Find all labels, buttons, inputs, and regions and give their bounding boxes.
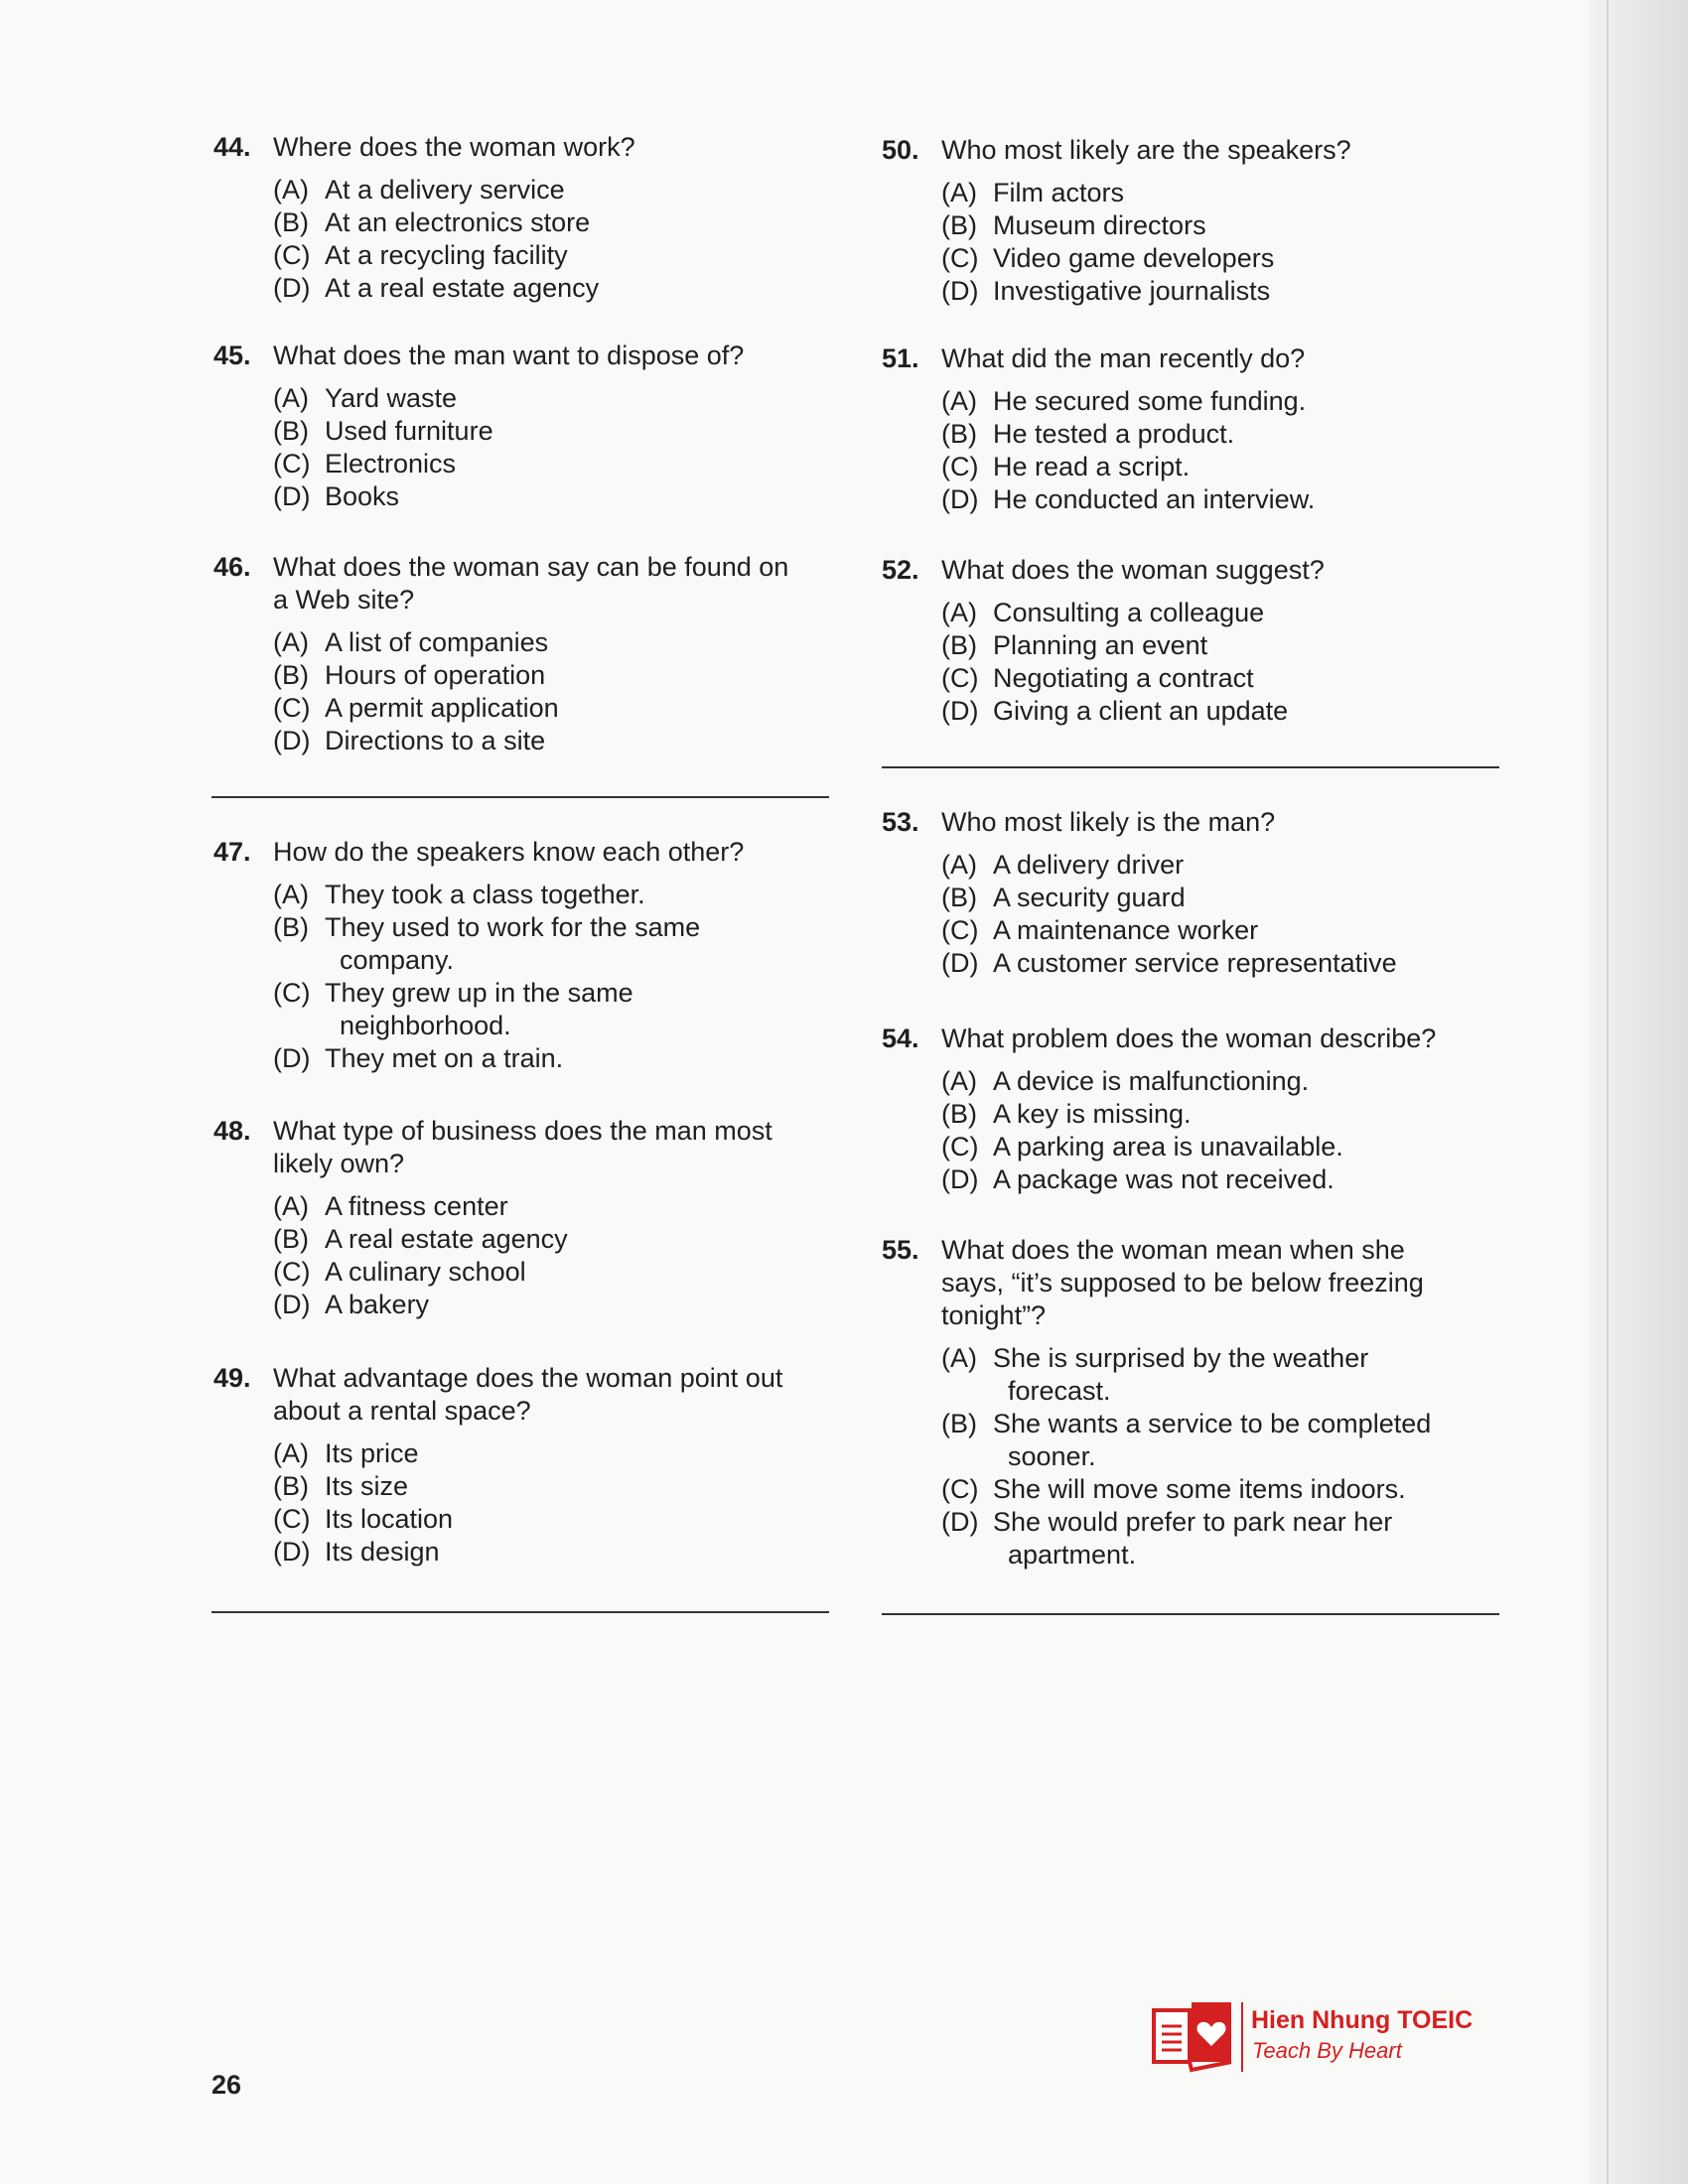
brand-logo — [1150, 1998, 1507, 2078]
question-47 — [213, 836, 849, 1075]
question-stem — [213, 1115, 849, 1180]
question-number: 48. — [213, 1116, 251, 1146]
answer-options — [882, 177, 1517, 308]
option-letter: (C) — [273, 240, 311, 270]
answer-option — [882, 629, 1517, 662]
answer-option — [213, 1223, 849, 1256]
answer-option — [213, 1289, 849, 1321]
option-letter: (C) — [941, 1132, 979, 1161]
option-text: He secured some funding. — [993, 386, 1307, 416]
option-text: company. — [340, 945, 455, 975]
option-text: A delivery driver — [993, 850, 1185, 880]
option-text: Its price — [325, 1438, 419, 1468]
answer-option — [882, 451, 1517, 483]
option-letter: (D) — [941, 1164, 979, 1194]
question-number: 52. — [882, 555, 919, 585]
option-text: Electronics — [325, 449, 457, 478]
answer-option — [213, 1437, 849, 1470]
option-text: She will move some items indoors. — [993, 1474, 1406, 1504]
option-text: Its location — [325, 1504, 454, 1534]
option-text: A permit application — [325, 693, 559, 723]
option-text: A device is malfunctioning. — [993, 1066, 1310, 1096]
question-50 — [882, 134, 1517, 308]
answer-option — [213, 725, 849, 757]
answer-option — [213, 415, 849, 448]
question-stem — [882, 806, 1517, 839]
answer-options — [213, 382, 849, 513]
answer-option — [882, 1408, 1517, 1473]
logo-name: Hien Nhung TOEIC — [1251, 2006, 1474, 2034]
option-letter: (D) — [941, 696, 979, 726]
option-text: Museum directors — [993, 210, 1206, 240]
question-text-line: What type of business does the man most — [273, 1116, 773, 1146]
option-text: Investigative journalists — [993, 276, 1271, 306]
question-55 — [882, 1234, 1517, 1571]
divider-rule — [882, 766, 1499, 768]
option-text: A maintenance worker — [993, 915, 1259, 945]
answer-option — [213, 911, 849, 977]
option-letter: (B) — [273, 207, 309, 237]
option-letter: (C) — [941, 663, 979, 693]
option-letter: (B) — [941, 419, 977, 449]
option-text: A package was not received. — [993, 1164, 1335, 1194]
divider-rule — [211, 1611, 829, 1613]
question-number: 50. — [882, 135, 919, 165]
option-text: At an electronics store — [325, 207, 591, 237]
question-stem — [882, 134, 1517, 167]
option-text: She wants a service to be completed — [993, 1409, 1432, 1438]
question-number: 45. — [213, 341, 251, 370]
option-letter: (D) — [273, 1043, 311, 1073]
option-text: He read a script. — [993, 452, 1191, 481]
answer-option — [882, 1131, 1517, 1163]
option-letter: (D) — [941, 484, 979, 514]
option-letter: (B) — [273, 912, 309, 942]
answer-option — [882, 849, 1517, 882]
option-text: At a delivery service — [325, 175, 565, 205]
option-letter: (D) — [941, 276, 979, 306]
option-text: At a real estate agency — [325, 273, 600, 303]
question-text-line: What did the man recently do? — [941, 343, 1306, 373]
option-letter: (C) — [273, 978, 311, 1008]
option-letter: (C) — [273, 693, 311, 723]
option-letter: (D) — [273, 481, 311, 511]
answer-option — [213, 1190, 849, 1223]
question-text-line: What does the woman say can be found on — [273, 552, 789, 582]
answer-option — [213, 692, 849, 725]
question-54 — [882, 1023, 1517, 1196]
question-number: 53. — [882, 807, 919, 837]
answer-option — [882, 209, 1517, 242]
option-text: A parking area is unavailable. — [993, 1132, 1343, 1161]
answer-option — [882, 1473, 1517, 1506]
answer-option — [213, 1503, 849, 1536]
option-letter: (A) — [273, 1191, 309, 1221]
question-stem — [213, 1362, 849, 1428]
option-text: She would prefer to park near her — [993, 1507, 1393, 1537]
answer-option — [213, 1256, 849, 1289]
question-stem — [882, 1234, 1517, 1332]
answer-options — [213, 1437, 849, 1569]
option-letter: (D) — [941, 948, 979, 978]
question-stem — [882, 342, 1517, 375]
option-text: A fitness center — [325, 1191, 508, 1221]
question-text-line: Who most likely is the man? — [941, 807, 1276, 837]
option-text: Its design — [325, 1537, 440, 1567]
answer-option — [213, 174, 849, 206]
answer-option — [882, 483, 1517, 516]
option-text: They met on a train. — [325, 1043, 564, 1073]
option-letter: (B) — [273, 660, 309, 690]
question-text-line: Where does the woman work? — [273, 132, 635, 162]
option-text: A list of companies — [325, 627, 549, 657]
answer-options — [213, 1190, 849, 1321]
answer-options — [213, 174, 849, 305]
answer-option — [882, 1163, 1517, 1196]
option-text: A culinary school — [325, 1257, 526, 1287]
answer-option — [882, 597, 1517, 629]
option-letter: (C) — [941, 452, 979, 481]
option-text: He tested a product. — [993, 419, 1235, 449]
option-letter: (B) — [941, 883, 977, 912]
option-text: A customer service representative — [993, 948, 1397, 978]
question-number: 49. — [213, 1363, 251, 1393]
option-text: A real estate agency — [325, 1224, 568, 1254]
question-number: 44. — [213, 132, 251, 162]
question-number: 51. — [882, 343, 919, 373]
option-text: They took a class together. — [325, 880, 645, 909]
answer-option — [882, 914, 1517, 947]
question-46 — [213, 551, 849, 757]
answer-option — [882, 177, 1517, 209]
option-letter: (A) — [273, 880, 309, 909]
option-letter: (D) — [273, 1537, 311, 1567]
question-48 — [213, 1115, 849, 1321]
option-text: She is surprised by the weather — [993, 1343, 1369, 1373]
answer-options — [213, 879, 849, 1075]
answer-option — [882, 418, 1517, 451]
option-text: Its size — [325, 1471, 409, 1501]
option-letter: (A) — [273, 175, 309, 205]
question-text-line: What does the man want to dispose of? — [273, 341, 745, 370]
answer-option — [882, 695, 1517, 728]
question-49 — [213, 1362, 849, 1569]
divider-rule — [211, 796, 829, 798]
option-text: Books — [325, 481, 400, 511]
answer-options — [882, 1065, 1517, 1196]
answer-option — [882, 1065, 1517, 1098]
option-letter: (D) — [273, 1290, 311, 1319]
option-text: sooner. — [1008, 1441, 1096, 1471]
question-53 — [882, 806, 1517, 980]
question-stem — [882, 1023, 1517, 1055]
option-letter: (D) — [273, 273, 311, 303]
answer-options — [882, 849, 1517, 980]
option-text: Yard waste — [325, 383, 458, 413]
option-text: Video game developers — [993, 243, 1275, 273]
option-letter: (A) — [941, 386, 977, 416]
option-text: neighborhood. — [340, 1011, 511, 1040]
question-text-line: likely own? — [273, 1149, 405, 1178]
option-text: forecast. — [1008, 1376, 1111, 1406]
answer-options — [213, 626, 849, 757]
answer-options — [882, 597, 1517, 728]
book-heart-icon — [1150, 1998, 1235, 2074]
answer-option — [213, 239, 849, 272]
option-letter: (C) — [941, 915, 979, 945]
option-letter: (B) — [941, 1409, 977, 1438]
option-letter: (A) — [941, 598, 977, 627]
question-number: 46. — [213, 552, 251, 582]
question-number: 47. — [213, 837, 251, 867]
question-text-line: a Web site? — [273, 585, 415, 614]
question-stem — [213, 836, 849, 869]
option-text: They used to work for the same — [325, 912, 701, 942]
option-text: Consulting a colleague — [993, 598, 1265, 627]
option-text: Giving a client an update — [993, 696, 1289, 726]
option-letter: (D) — [273, 726, 311, 755]
question-number: 54. — [882, 1024, 919, 1053]
answer-option — [882, 385, 1517, 418]
option-letter: (B) — [273, 1224, 309, 1254]
question-text-line: What does the woman mean when she — [941, 1235, 1405, 1265]
option-text: A key is missing. — [993, 1099, 1192, 1129]
question-stem — [213, 340, 849, 372]
question-text-line: tonight”? — [941, 1300, 1047, 1330]
option-letter: (B) — [941, 630, 977, 660]
answer-option — [882, 882, 1517, 914]
option-letter: (B) — [941, 1099, 977, 1129]
option-letter: (C) — [273, 1257, 311, 1287]
answer-option — [213, 206, 849, 239]
answer-option — [882, 662, 1517, 695]
answer-option — [213, 382, 849, 415]
option-letter: (B) — [273, 416, 309, 446]
option-letter: (C) — [941, 243, 979, 273]
answer-option — [882, 1506, 1517, 1571]
answer-option — [882, 275, 1517, 308]
option-text: apartment. — [1008, 1540, 1137, 1570]
answer-option — [213, 879, 849, 911]
question-45 — [213, 340, 849, 513]
option-letter: (C) — [273, 1504, 311, 1534]
question-text-line: says, “it’s supposed to be below freezing — [941, 1268, 1424, 1297]
option-text: A security guard — [993, 883, 1186, 912]
answer-option — [882, 947, 1517, 980]
answer-option — [213, 1536, 849, 1569]
answer-option — [213, 626, 849, 659]
answer-option — [213, 1470, 849, 1503]
option-text: Film actors — [993, 178, 1125, 207]
question-text-line: What problem does the woman describe? — [941, 1024, 1437, 1053]
question-stem — [882, 554, 1517, 587]
option-letter: (D) — [941, 1507, 979, 1537]
option-text: They grew up in the same — [325, 978, 633, 1008]
answer-options — [882, 385, 1517, 516]
option-text: At a recycling facility — [325, 240, 568, 270]
question-text-line: How do the speakers know each other? — [273, 837, 745, 867]
option-letter: (A) — [941, 850, 977, 880]
option-text: He conducted an interview. — [993, 484, 1316, 514]
option-letter: (A) — [941, 178, 977, 207]
logo-tagline: Teach By Heart — [1252, 2038, 1402, 2063]
option-letter: (C) — [941, 1474, 979, 1504]
option-text: Planning an event — [993, 630, 1208, 660]
option-text: Hours of operation — [325, 660, 546, 690]
question-stem — [213, 131, 849, 164]
answer-option — [882, 242, 1517, 275]
answer-option — [882, 1098, 1517, 1131]
divider-rule — [882, 1613, 1499, 1615]
question-stem — [213, 551, 849, 616]
option-letter: (A) — [941, 1066, 977, 1096]
answer-option — [213, 272, 849, 305]
answer-option — [213, 448, 849, 480]
question-text-line: What advantage does the woman point out — [273, 1363, 783, 1393]
answer-option — [213, 977, 849, 1042]
answer-options — [882, 1342, 1517, 1571]
question-text-line: about a rental space? — [273, 1396, 531, 1426]
scan-edge — [1589, 0, 1688, 2184]
option-text: Used furniture — [325, 416, 493, 446]
option-letter: (A) — [941, 1343, 977, 1373]
question-44 — [213, 131, 849, 305]
option-letter: (B) — [941, 210, 977, 240]
option-text: Directions to a site — [325, 726, 546, 755]
question-number: 55. — [882, 1235, 919, 1265]
answer-option — [882, 1342, 1517, 1408]
option-text: Negotiating a contract — [993, 663, 1254, 693]
question-51 — [882, 342, 1517, 516]
answer-option — [213, 480, 849, 513]
answer-option — [213, 659, 849, 692]
logo-divider — [1241, 2002, 1243, 2072]
option-text: A bakery — [325, 1290, 430, 1319]
question-52 — [882, 554, 1517, 728]
question-text-line: What does the woman suggest? — [941, 555, 1325, 585]
option-letter: (C) — [273, 449, 311, 478]
option-letter: (B) — [273, 1471, 309, 1501]
answer-option — [213, 1042, 849, 1075]
option-letter: (A) — [273, 383, 309, 413]
page-number: 26 — [211, 2070, 242, 2100]
option-letter: (A) — [273, 627, 309, 657]
question-text-line: Who most likely are the speakers? — [941, 135, 1351, 165]
option-letter: (A) — [273, 1438, 309, 1468]
